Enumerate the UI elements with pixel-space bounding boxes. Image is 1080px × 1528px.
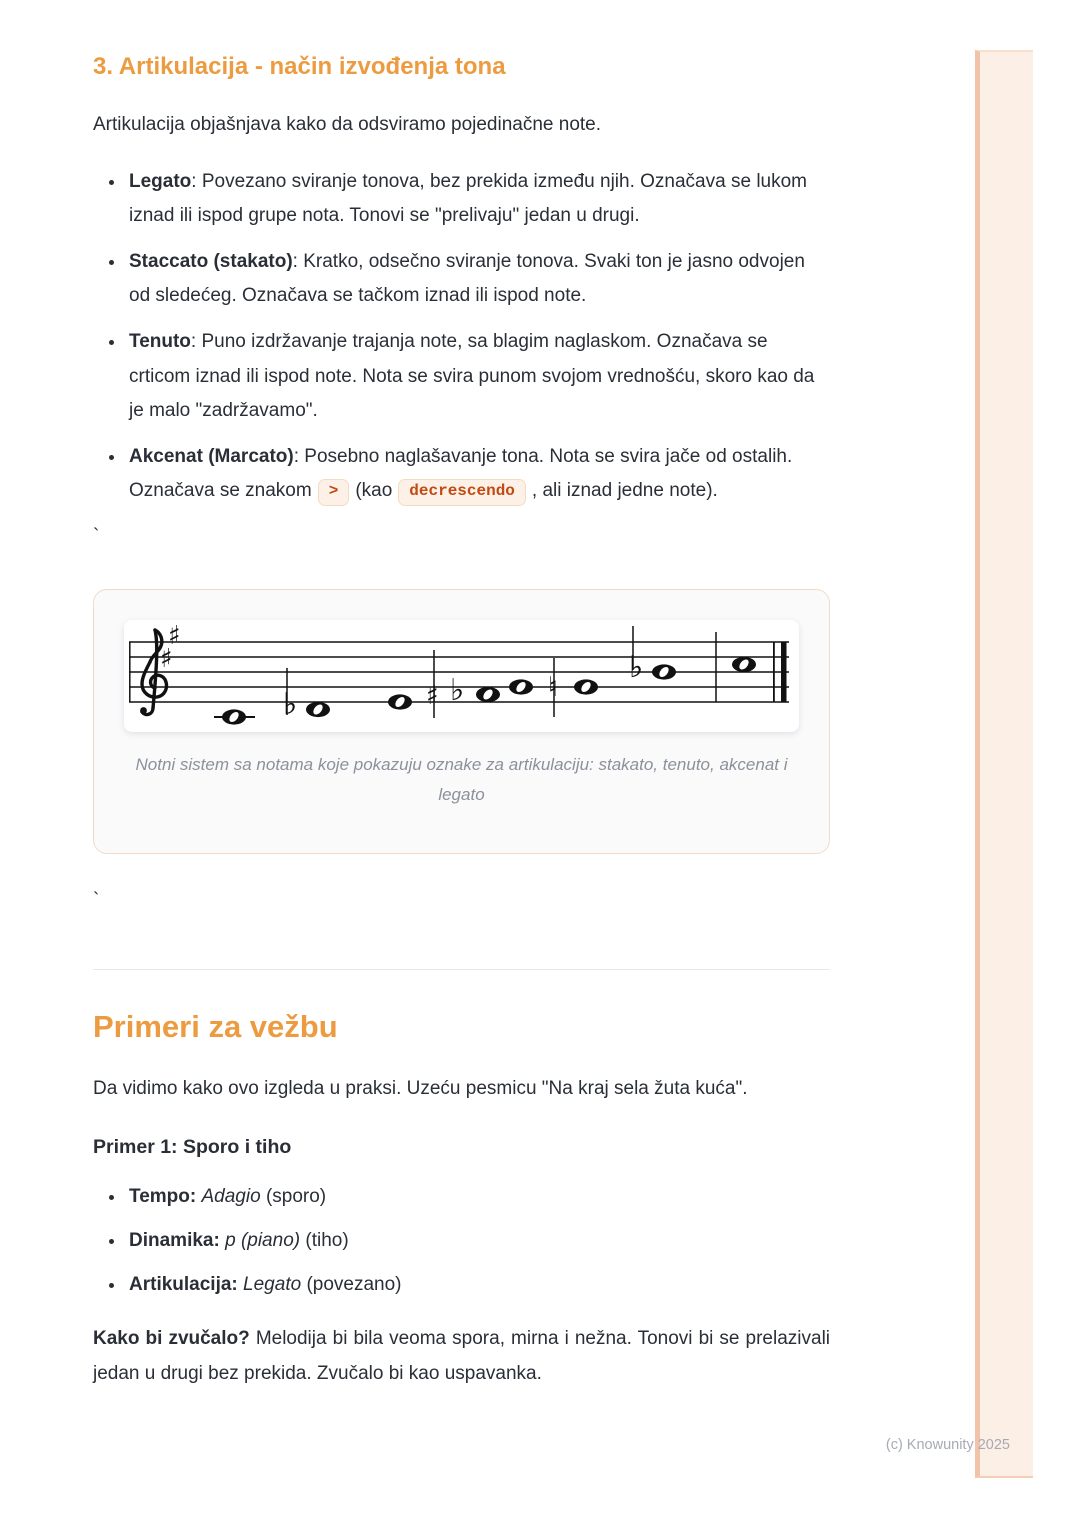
inline-code-accent-symbol: > xyxy=(318,479,350,506)
copyright: (c) Knowunity 2025 xyxy=(885,1437,1010,1453)
dinamika-note: (tiho) xyxy=(305,1229,349,1251)
stray-backtick-2: ` xyxy=(93,890,100,912)
artikulacija-note: (povezano) xyxy=(306,1273,402,1295)
whole-note xyxy=(574,679,598,694)
term-akcenat-desc-3: , ali iznad jedne note). xyxy=(531,480,718,502)
term-akcenat-desc-2: (kao xyxy=(355,480,393,502)
document-content xyxy=(93,0,830,1391)
example-title: Primer 1: Sporo i tiho xyxy=(93,1135,292,1158)
notation-figure-card xyxy=(93,589,830,854)
list-item-akcenat xyxy=(126,440,830,508)
list-item-tempo xyxy=(126,1185,830,1210)
term-akcenat: Akcenat (Marcato) xyxy=(129,445,294,467)
sharp-accidental: ♯ xyxy=(426,680,439,711)
conclusion-paragraph xyxy=(93,1322,830,1391)
whole-note xyxy=(306,702,330,717)
key-signature-sharp-1: ♯ xyxy=(168,620,181,651)
dinamika-term: Dinamika: xyxy=(129,1229,220,1251)
natural-accidental: ♮ xyxy=(548,671,558,703)
flat-accidental: ♭ xyxy=(283,686,298,722)
whole-note xyxy=(222,709,246,724)
conclusion-text: Melodija bi bila veoma spora, mirna i nežna. Tonovi bi se prelazivali jedan u drugi bez prekida. Zvučalo bi kao uspavanka. xyxy=(93,1328,831,1384)
term-tenuto-desc: : Puno izdržavanje trajanja note, sa blagim naglaskom. Označava se crticom iznad ili ispod note. Nota se svira punom svojom vrednošću, skoro kao da je malo "zadržavamo". xyxy=(129,331,815,421)
conclusion-lead: Kako bi zvučalo? xyxy=(93,1328,250,1350)
artikulacija-value: Legato xyxy=(243,1273,302,1295)
dinamika-value: p (piano) xyxy=(225,1229,301,1251)
page-edge-decoration xyxy=(975,50,1033,1478)
artikulacija-term: Artikulacija: xyxy=(129,1273,238,1295)
example-properties-list xyxy=(93,1185,830,1297)
list-item-legato xyxy=(126,165,830,233)
list-item-artikulacija xyxy=(126,1273,830,1298)
whole-note xyxy=(732,657,756,672)
stray-backtick-1: ` xyxy=(93,526,100,548)
flat-accidental: ♭ xyxy=(629,649,644,685)
term-staccato-desc: : Kratko, odsečno sviranje tonova. Svaki ton je jasno odvojen od sledećeg. Označava se tačkom iznad ili ispod note. xyxy=(129,250,805,307)
whole-note xyxy=(388,694,412,709)
inline-code-decrescendo: decrescendo xyxy=(398,479,526,506)
tempo-note: (sporo) xyxy=(265,1186,327,1208)
practice-intro: Da vidimo kako ovo izgleda u praksi. Uzeću pesmicu "Na kraj sela žuta kuća". xyxy=(93,1078,748,1100)
staff-image xyxy=(124,620,799,732)
tempo-value: Adagio xyxy=(201,1186,261,1208)
whole-note xyxy=(509,679,533,694)
list-item-tenuto xyxy=(126,325,830,428)
whole-note xyxy=(652,664,676,679)
whole-note xyxy=(476,687,500,702)
term-legato-desc: : Povezano sviranje tonova, bez prekida između njih. Označava se lukom iznad ili ispod grupe nota. Tonovi se "prelivaju" jedan u drugi. xyxy=(129,170,807,226)
articulation-list xyxy=(93,165,830,509)
tempo-term: Tempo: xyxy=(129,1186,197,1208)
figure-caption: Notni sistem sa notama koje pokazuju oznake za artikulaciju: stakato, tenuto, akcenat i legato xyxy=(135,754,788,805)
music-staff-svg xyxy=(124,620,799,732)
term-akcenat-desc-1: : Posebno naglašavanje tona. Nota se svira jače od ostalih. Označava se znakom xyxy=(129,445,793,502)
term-legato: Legato xyxy=(129,170,192,192)
term-staccato: Staccato (stakato) xyxy=(129,250,293,272)
list-item-staccato xyxy=(126,245,830,313)
flat-accidental: ♭ xyxy=(450,672,465,708)
articulation-intro: Artikulacija objašnjava kako da odsviramo pojedinačne note. xyxy=(93,114,602,135)
term-tenuto: Tenuto xyxy=(129,331,191,353)
section-heading-articulation: 3. Artikulacija - način izvođenja tona xyxy=(93,53,506,80)
key-signature-sharp-2: ♯ xyxy=(160,643,173,674)
section-divider xyxy=(93,969,830,970)
list-item-dinamika xyxy=(126,1229,830,1254)
section-heading-practice: Primeri za vežbu xyxy=(93,1008,338,1044)
